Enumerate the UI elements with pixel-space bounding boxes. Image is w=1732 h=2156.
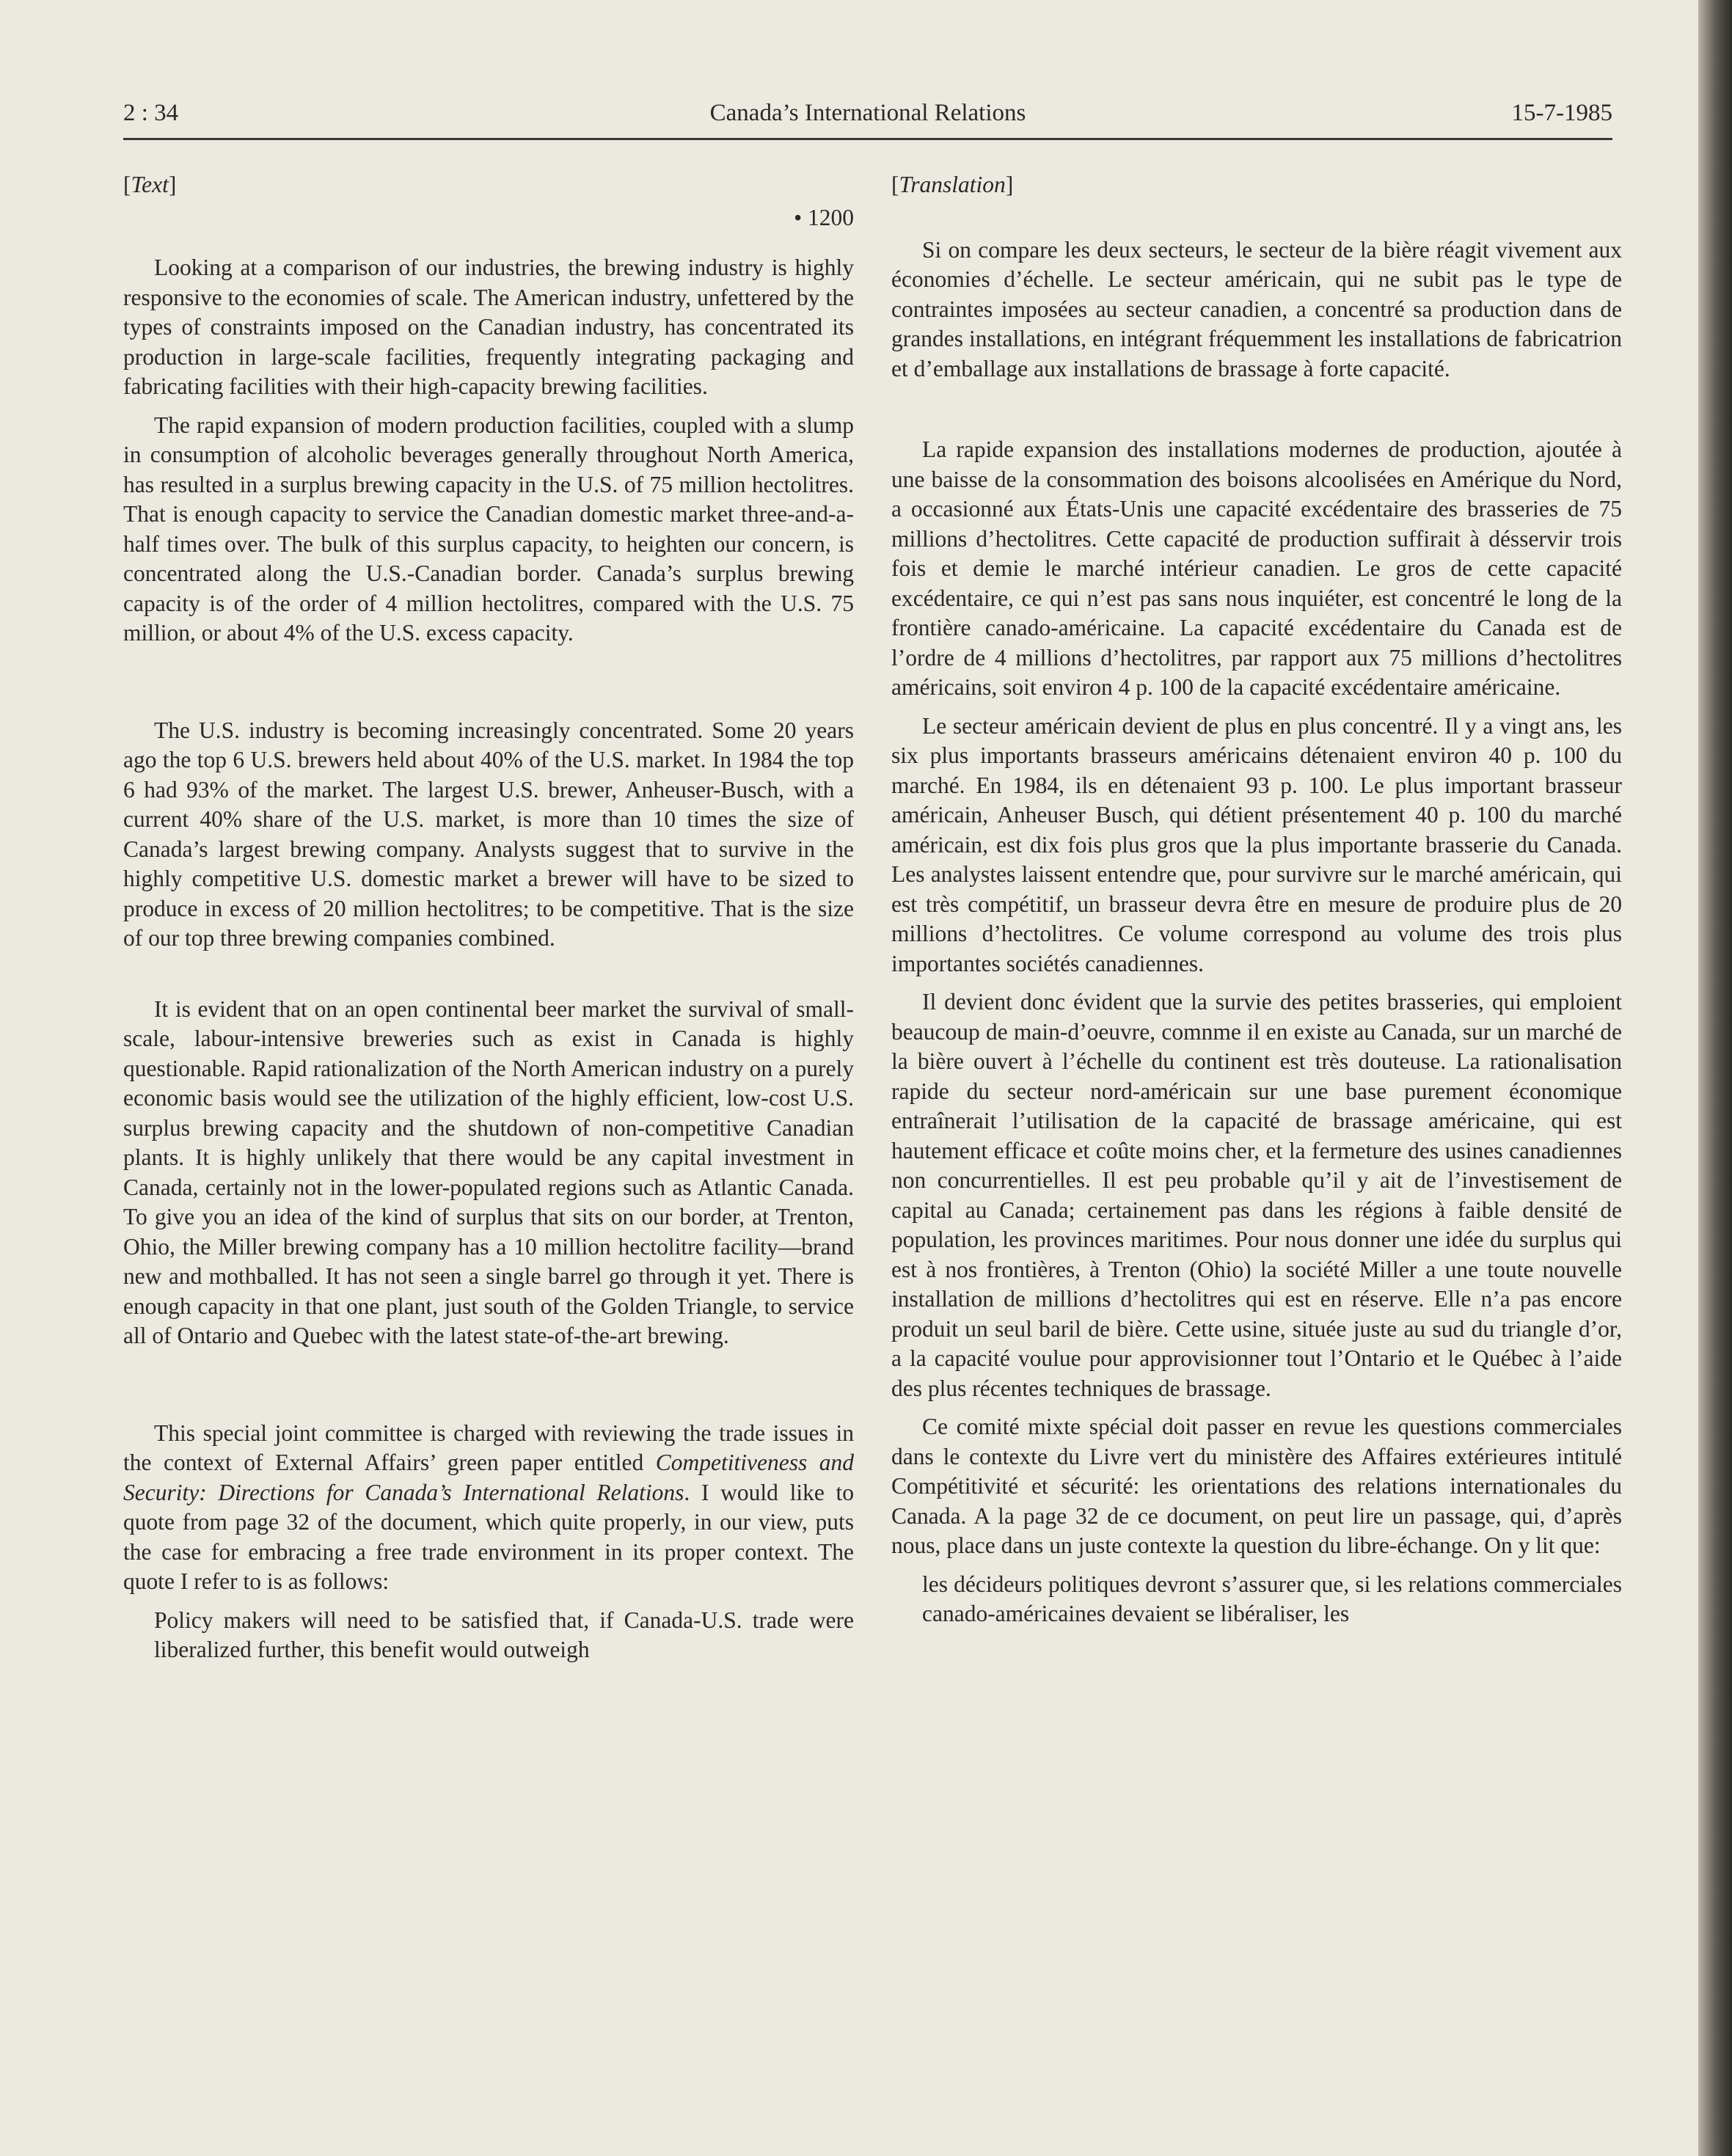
text-label: [Text] xyxy=(123,172,177,197)
quote-paragraph: les décideurs politiques devront s’assurer que, si les relations commerciales canado-américaines devaient se libéraliser, les xyxy=(922,1571,1622,1626)
green-paper-title: Competitiveness and Security: Directions for Canada’s International Relations xyxy=(123,1450,854,1505)
paragraph: The rapid expansion of modern production facilities, coupled with a slump in consumption of alcoholic beverages generally throughout North America, has resulted in a surplus brewing capacity in the U.S. of 75 million hectolitres. That is enough capacity to service the Canadian domestic market three-and-a-half times over. The bulk of this surplus capacity, to heighten our concern, is concentrated along the U.S.-Canadian border. Canada’s surplus brewing capacity is of the order of 4 million hectolitres, compared with the U.S. 75 million, or about 4% of the U.S. excess capacity. xyxy=(123,412,854,646)
english-column xyxy=(123,170,854,2092)
time-marker: • 1200 xyxy=(794,204,854,230)
translation-label: [Translation] xyxy=(891,172,1014,197)
paragraph: Il devient donc évident que la survie des petites brasseries, qui emploient beaucoup de main-d’oeuvre, comnme il en existe au Canada, sur un marché de la bière ouvert à l’échelle du continent est très douteuse. La rationalisation rapide du secteur nord-américain sur une base purement économique entraînerait l’utilisation de la capacité de brassage américaine, qui est hautement efficace et coûte moins cher, et la fermeture des usines canadiennes non concurrentielles. Il est peu probable qu’il y ait de l’investisement de capital au Canada; certainement pas dans les régions à faible densité de population, les provinces maritimes. Pour nous donner une idée du surplus qui est à nos frontières, à Trenton (Ohio) la société Miller a une toute nouvelle installation de millions d’hectolitres qui est en réserve. Elle n’a pas encore produit un seul baril de bière. Cette usine, située juste au sud du triangle d’or, a la capacité voulue pour approvisionner tout l’Ontario et le Québec à l’aide des plus récentes techniques de brassage. xyxy=(891,989,1622,1401)
paragraph: Looking at a comparison of our industries, the brewing industry is highly responsive to the economies of scale. The American industry, unfettered by the types of constraints imposed on the Canadian industry, has concentrated its production in large-scale facilities, frequently integrating packaging and fabricating facilities with their high-capacity brewing facilities. xyxy=(123,255,854,399)
page-number: 2 : 34 xyxy=(123,100,179,126)
paragraph: La rapide expansion des installations modernes de production, ajoutée à une baisse de la consommation des boisons alcoolisées en Amérique du Nord, a occasionné aux États-Unis une capacité excédentaire des brasseries de 75 millions d’hectolitres. Cette capacité de production suffirait à désservir trois fois et demie le marché intérieur canadien. Le gros de cette capacité excédentaire, ce qui n’est pas sans nous inquiéter, est concentré le long de la frontière canado-américaine. La capacité excédentaire du Canada est de l’ordre de 4 millions d’hectolitres, par rapport aux 75 millions d’hectolitres américains, soit environ 4 p. 100 de la capacité excédentaire américaine. xyxy=(891,436,1622,700)
paragraph: Le secteur américain devient de plus en plus concentré. Il y a vingt ans, les six plus importants brasseurs américains détenaient environ 40 p. 100 du marché. En 1984, ils en détenaient 93 p. 100. Le plus important brasseur américain, Anheuser Busch, qui détient présentement 40 p. 100 du marché américain, est dix fois plus gros que la plus importante brasserie du Canada. Les analystes laissent entendre que, pour survivre sur le marché américain, qui est très compétitif, un brasseur devra être en mesure de produire plus de 20 millions d’hectolitres. Ce volume correspond au volume des trois plus importantes sociétés canadiennes. xyxy=(891,712,1622,976)
paragraph: Ce comité mixte spécial doit passer en revue les questions commerciales dans le contexte du Livre vert du ministère des Affaires extérieures intitulé Compétitivité et sécurité: les orientations des relations internationales du Canada. A la page 32 de ce document, on peut lire un passage, qui, d’après nous, place dans un juste contexte la question du libre-échange. On y lit que: xyxy=(891,1414,1622,1558)
paragraph: The U.S. industry is becoming increasingly concentrated. Some 20 years ago the top 6 U.S. brewers held about 40% of the U.S. market. In 1984 the top 6 had 93% of the market. The largest U.S. brewer, Anheuser-Busch, with a current 40% share of the U.S. market, is more than 10 times the size of Canada’s largest brewing company. Analysts suggest that to survive in the highly competitive U.S. domestic market a brewer will have to be sized to produce in excess of 20 million hectolitres; to be competitive. That is the size of our top three brewing companies combined. xyxy=(123,717,854,951)
page-header xyxy=(123,97,1612,140)
header-date: 15-7-1985 xyxy=(1511,100,1612,126)
paragraph: This special joint committee is charged with reviewing the trade issues in the context of External Affairs’ green paper entitled Competitiveness and Security: Directions for Canada’s International Relations. I would like to quote from page 32 of the document, which quite properly, in our view, puts the case for embracing a free trade environment in its proper context. The quote I refer to is as follows: xyxy=(123,1419,854,1594)
book-binding-edge xyxy=(1698,0,1732,2156)
french-column xyxy=(891,170,1622,2092)
paragraph: It is evident that on an open continental beer market the survival of small-scale, labour-intensive breweries such as exist in Canada is highly questionable. Rapid rationalization of the North American industry on a purely economic basis would see the utilization of the highly efficient, low-cost U.S. surplus brewing capacity and the shutdown of non-competitive Canadian plants. It is highly unlikely that there would be any capital investment in Canada, certainly not in the lower-populated regions such as Atlantic Canada. To give you an idea of the kind of surplus that sits on our border, at Trenton, Ohio, the Miller brewing company has a 10 million hectolitre facility—brand new and mothballed. It has not seen a single barrel go through it yet. There is enough capacity in that one plant, just south of the Golden Triangle, to service all of Ontario and Quebec with the latest state-of-the-art brewing. xyxy=(123,995,854,1348)
running-title: Canada’s International Relations xyxy=(709,100,1026,126)
paragraph: Si on compare les deux secteurs, le secteur de la bière réagit vivement aux économies d’échelle. Le secteur américain, qui ne subit pas le type de contraintes imposées au secteur canadien, a concentré sa production dans de grandes installations, en intégrant fréquemment les installations de fabricatrion et d’emballage aux installations de brassage à forte capacité. xyxy=(891,236,1622,381)
quote-paragraph: Policy makers will need to be satisfied that, if Canada-U.S. trade were liberalized further, this benefit would outweigh xyxy=(154,1607,854,1662)
